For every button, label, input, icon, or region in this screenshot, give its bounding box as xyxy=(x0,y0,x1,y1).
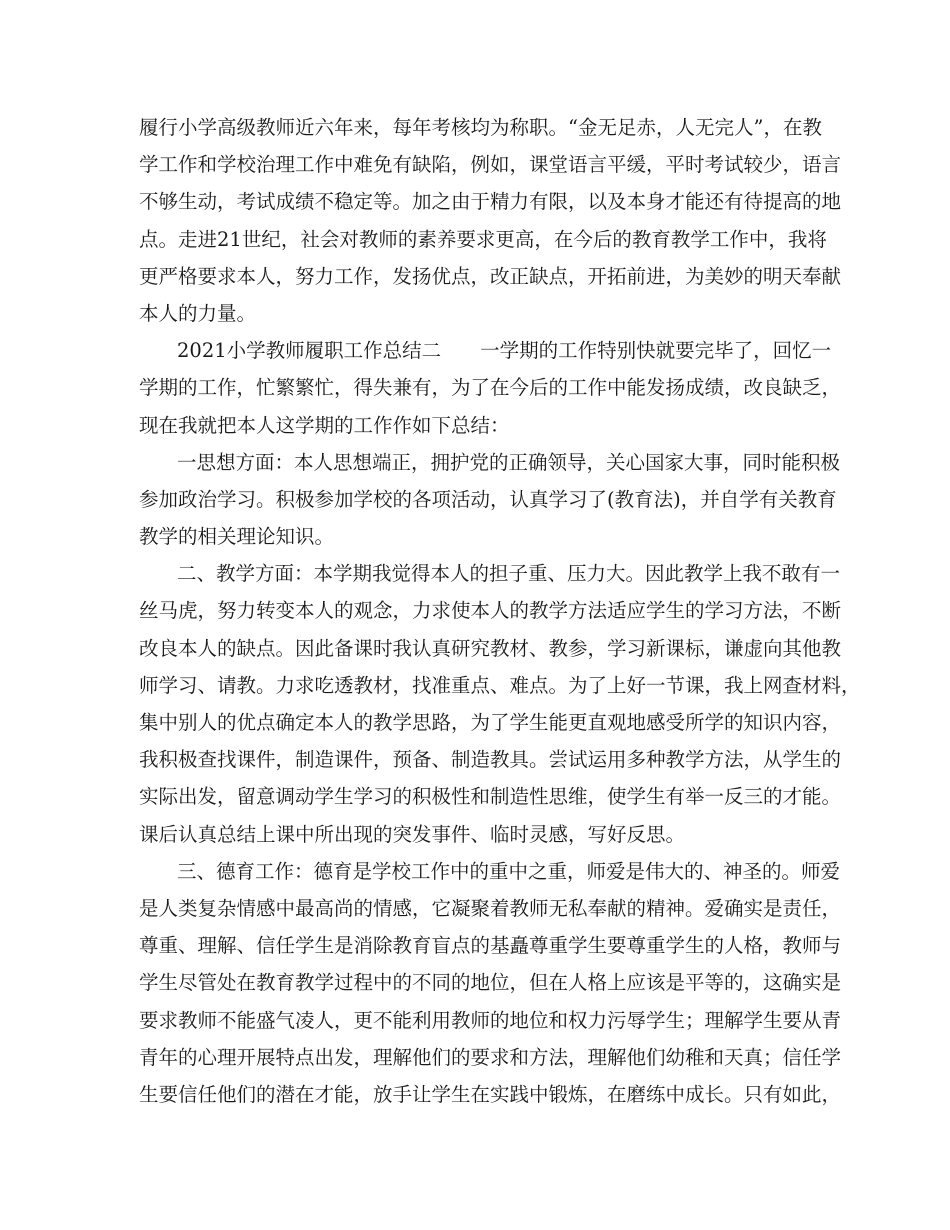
paragraph xyxy=(139,332,842,444)
text-line: 2021小学教师履职工作总结二 一学期的工作特别快就要完毕了，回忆一 xyxy=(177,339,832,363)
text-line: 本人的力量。 xyxy=(139,301,257,325)
text-line: 教学的相关理论知识。 xyxy=(139,525,335,549)
text-line: 是人类复杂情感中最高尚的情感，它凝聚着教师无私奉献的精神。爱确实是责任， xyxy=(139,896,842,920)
text-line: 不够生动，考试成绩不稳定等。加之由于精力有限，以及本身才能还有待提高的地 xyxy=(139,190,842,214)
text-line: 学工作和学校治理工作中难免有缺陷，例如，课堂语言平缓，平时考试较少，语言 xyxy=(139,153,842,177)
text-line: 青年的心理开展特点出发，理解他们的要求和方法，理解他们幼稚和天真；信任学 xyxy=(139,1045,842,1069)
text-line: 现在我就把本人这学期的工作作如下总结： xyxy=(139,413,510,437)
document-body xyxy=(139,109,861,1113)
text-line: 更严格要求本人，努力工作，发扬优点，改正缺点，开拓前进，为美妙的明天奉献 xyxy=(139,264,842,288)
text-line: 学生尽管处在教育教学过程中的不同的地位，但在人格上应该是平等的，这确实是 xyxy=(139,971,842,995)
text-line: 参加政治学习。积极参加学校的各项活动，认真学习了(教育法)，并自学有关教育 xyxy=(139,487,837,511)
text-line: 生要信任他们的潜在才能，放手让学生在实践中锻炼，在磨练中成长。只有如此， xyxy=(139,1082,842,1106)
text-line: 尊重、理解、信任学生是消除教育盲点的基矗尊重学生要尊重学生的人格，教师与 xyxy=(139,934,842,958)
text-line: 课后认真总结上课中所出现的突发事件、临时灵感，写好反思。 xyxy=(139,822,686,846)
text-line: 我积极查找课件，制造课件，预备、制造教具。尝试运用多种教学方法，从学生的 xyxy=(139,748,842,772)
text-line: 一思想方面：本人思想端正，拥护党的正确领导，关心国家大事，同时能积极 xyxy=(177,450,841,474)
text-line: 要求教师不能盛气凌人，更不能利用教师的地位和权力污辱学生；理解学生要从青 xyxy=(139,1008,842,1032)
paragraph xyxy=(139,555,861,853)
text-line: 丝马虎，努力转变本人的观念，力求使本人的教学方法适应学生的学习方法，不断 xyxy=(139,599,842,623)
text-line: 实际出发，留意调动学生学习的积极性和制造性思维，使学生有举一反三的才能。 xyxy=(139,785,842,809)
paragraph xyxy=(139,853,842,1113)
text-line: 三、德育工作：德育是学校工作中的重中之重，师爱是伟大的、神圣的。师爱 xyxy=(177,859,841,883)
text-line: 点。走进21世纪，社会对教师的素养要求更高，在今后的教育教学工作中，我将 xyxy=(139,227,827,251)
text-line: 集中别人的优点确定本人的教学思路，为了学生能更直观地感受所学的知识内容， xyxy=(139,711,842,734)
paragraph xyxy=(139,109,842,332)
text-line: 二、教学方面：本学期我觉得本人的担子重、压力大。因此教学上我不敢有一 xyxy=(177,562,841,586)
text-line: 履行小学高级教师近六年来，每年考核均为称职。“金无足赤，人无完人”，在教 xyxy=(139,116,822,139)
text-line: 师学习、请教。力求吃透教材，找准重点、难点。为了上好一节课，我上网查材料， xyxy=(139,673,861,697)
paragraph xyxy=(139,444,841,556)
text-line: 改良本人的缺点。因此备课时我认真研究教材、教参，学习新课标，谦虚向其他教 xyxy=(139,636,842,660)
text-line: 学期的工作，忙繁繁忙，得失兼有，为了在今后的工作中能发扬成绩，改良缺乏， xyxy=(139,376,842,400)
